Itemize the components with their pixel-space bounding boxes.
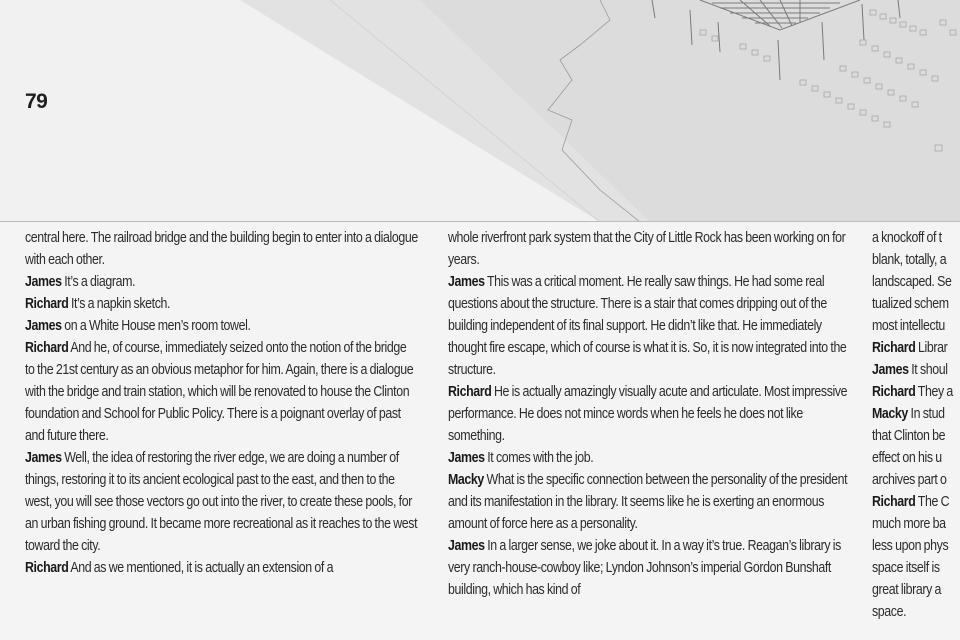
speaker-name: James: [448, 450, 485, 466]
speaker-name: Macky: [448, 472, 484, 488]
paragraph-text: And he, of course, immediately seized onto the notion of the bridge to the 21st century as an obvious metaphor for him. Again, there is a dialogue with the bridge and train station, which will be renovated to house the Clinton foundation and School for Public Policy. There is a poignant overlay of past and future there.: [25, 340, 414, 444]
paragraph: [872, 557, 960, 579]
speaker-name: James: [25, 274, 62, 290]
paragraph: [448, 447, 849, 469]
paragraph: [872, 381, 960, 403]
paragraph: [872, 227, 960, 249]
paragraph-text: space itself is: [872, 560, 940, 576]
paragraph: [872, 271, 960, 293]
paragraph-text: on a White House men’s room towel.: [64, 318, 251, 334]
paragraph-text: tualized schem: [872, 296, 949, 312]
paragraph: [25, 271, 418, 293]
header-area: [0, 0, 960, 222]
paragraph: [872, 491, 960, 513]
paragraph: [25, 447, 418, 557]
paragraph: [872, 447, 960, 469]
paragraph: [872, 535, 960, 557]
paragraph-text: It’s a napkin sketch.: [71, 296, 171, 312]
paragraph: [872, 601, 960, 623]
header-rule: [0, 221, 960, 222]
paragraph-text: Librar: [918, 340, 948, 356]
paragraph: [25, 293, 418, 315]
speaker-name: Richard: [25, 560, 69, 576]
paragraph-text: most intellectu: [872, 318, 945, 334]
paragraph-text: What is the specific connection between the personality of the president and its manifestation in the library. It seems like he is exerting an enormous amount of force here as a personality.: [448, 472, 848, 532]
speaker-name: Richard: [25, 296, 69, 312]
paragraph: [448, 381, 849, 447]
paragraph-text: The C: [917, 494, 950, 510]
paragraph-text: blank, totally, a: [872, 252, 947, 268]
speaker-name: Richard: [872, 494, 916, 510]
speaker-name: James: [25, 450, 62, 466]
paragraph-text: great library a: [872, 582, 942, 598]
paragraph-text: a knockoff of t: [872, 230, 942, 246]
paragraph-text: that Clinton be: [872, 428, 946, 444]
speaker-name: James: [872, 362, 909, 378]
paragraph-text: It comes with the job.: [487, 450, 594, 466]
paragraph-text: He is actually amazingly visually acute and articulate. Most impressive performance. He does not mince words when he feels he does not like something.: [448, 384, 848, 444]
paragraph-text: It shoul: [911, 362, 948, 378]
paragraph-text: whole riverfront park system that the City of Little Rock has been working on for years.: [448, 230, 846, 268]
paragraph-text: This was a critical moment. He really saw things. He had some real questions about the structure. There is a stair that comes dripping out of the building independent of its final support. He didn’t like that. He immediately thought fire escape, which of course is what it is. So, it is now integrated into the structure.: [448, 274, 847, 378]
page-number: 79: [25, 90, 48, 113]
paragraph-text: landscaped. Se: [872, 274, 952, 290]
paragraph-text: less upon phys: [872, 538, 949, 554]
speaker-name: James: [25, 318, 62, 334]
paragraph: [448, 271, 849, 381]
paragraph: [872, 315, 960, 337]
paragraph: [448, 469, 849, 535]
text-column-1: [25, 227, 418, 637]
paragraph-text: much more ba: [872, 516, 946, 532]
text-column-3: [872, 227, 960, 637]
paragraph: [872, 579, 960, 601]
paragraph: [872, 293, 960, 315]
paragraph: [872, 337, 960, 359]
paragraph: [25, 227, 418, 271]
speaker-name: Macky: [872, 406, 908, 422]
speaker-name: James: [448, 538, 485, 554]
paragraph-text: And as we mentioned, it is actually an extension of a: [70, 560, 334, 576]
speaker-name: James: [448, 274, 485, 290]
paragraph: [872, 249, 960, 271]
paragraph: [872, 403, 960, 425]
paragraph-text: They a: [917, 384, 953, 400]
paragraph-text: archives part o: [872, 472, 947, 488]
paragraph-text: It’s a diagram.: [64, 274, 136, 290]
paragraph: [25, 337, 418, 447]
paragraph-text: Well, the idea of restoring the river edge, we are doing a number of things, restoring it to its ancient ecological past to the east, and then to the west, you will see those vectors go out into the river, to create these pools, for an urban fishing ground. It became more recreational as it reaches to the west toward the city.: [25, 450, 418, 554]
paragraph-text: In stud: [910, 406, 945, 422]
paragraph: [25, 557, 418, 579]
paragraph-text: space.: [872, 604, 907, 620]
paragraph: [872, 359, 960, 381]
paragraph: [25, 315, 418, 337]
paragraph-text: central here. The railroad bridge and the building begin to enter into a dialogue with each other.: [25, 230, 418, 268]
paragraph: [448, 535, 849, 601]
speaker-name: Richard: [872, 340, 916, 356]
paragraph: [872, 425, 960, 447]
speaker-name: Richard: [872, 384, 916, 400]
paragraph: [448, 227, 849, 271]
paragraph: [872, 469, 960, 491]
text-column-2: [448, 227, 849, 637]
speaker-name: Richard: [448, 384, 492, 400]
paragraph-text: effect on his u: [872, 450, 942, 466]
paragraph: [872, 513, 960, 535]
speaker-name: Richard: [25, 340, 69, 356]
architectural-plan-image: [0, 0, 960, 222]
paragraph-text: In a larger sense, we joke about it. In a way it’s true. Reagan’s library is very ranch-house-cowboy like; Lyndon Johnson’s imperial Gordon Bunshaft building, which has kind of: [448, 538, 841, 598]
